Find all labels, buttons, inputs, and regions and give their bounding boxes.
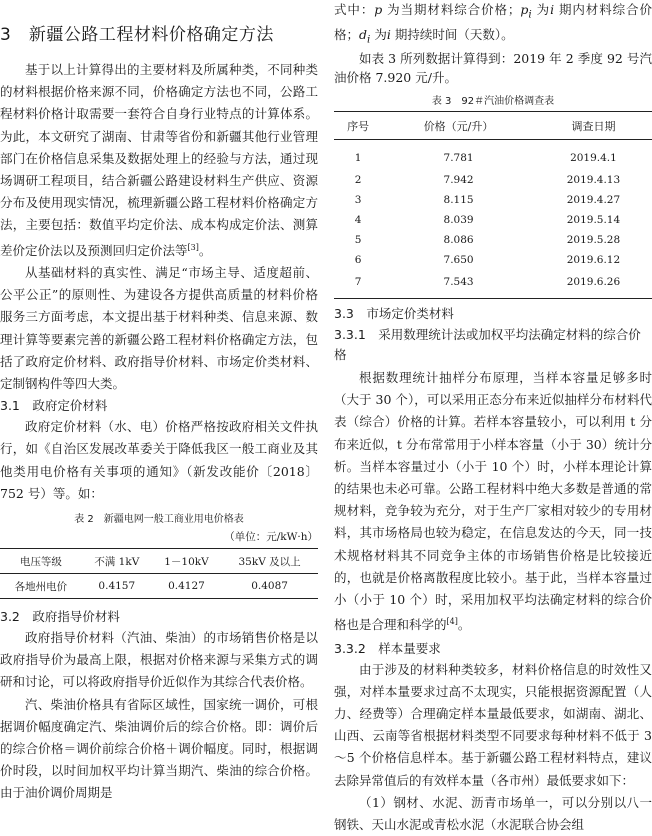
table-header-row xyxy=(0,549,318,574)
table-header-cell: 调查日期 xyxy=(535,112,652,140)
table-header-cell: 价格（元/升） xyxy=(382,112,535,140)
formula-explanation xyxy=(334,0,652,49)
paragraph-statistics-end: 。 xyxy=(457,617,471,633)
table-cell: 7.543 xyxy=(443,276,474,288)
subsection-3-3-2-title: 3.3.2 样本量要求 xyxy=(334,640,441,656)
table-cell: 2 xyxy=(354,174,362,186)
table-header-cell: 序号 xyxy=(334,112,382,140)
formula-subscript: i xyxy=(367,33,371,45)
table-cell: 4 xyxy=(354,214,362,226)
formula-text: 式中： xyxy=(334,2,375,17)
paragraph-intro xyxy=(0,59,318,262)
table-cell: 2019.5.28 xyxy=(566,234,621,246)
formula-variable: p xyxy=(374,2,383,17)
table3-caption: 表 3 92＃汽油价格调查表 xyxy=(431,96,555,107)
paragraph-fuel-price: 汽、柴油价格具有省际区域性，国家统一调价，可根据调价幅度确定汽、柴油调价后的综合价格。即：调价后的综合价格＝调价前综合价格＋调价幅度。同时，根据调价时段，以时间加权平均计算当期汽、柴油的综合价格。由于油价调价周期是 xyxy=(0,696,318,801)
table-cell: 8.115 xyxy=(443,194,474,206)
paragraph-intro-end: 。 xyxy=(198,242,212,258)
table-cell: 7.781 xyxy=(443,152,474,164)
table-row xyxy=(334,170,652,190)
table-header-cell: 不满 1kV xyxy=(82,549,152,574)
table-header-cell: 电压等级 xyxy=(0,549,82,574)
formula-text: 期持续时间（天数）。 xyxy=(390,26,514,42)
formula-variable: p xyxy=(520,2,529,17)
table-row xyxy=(334,270,652,299)
paragraph-government-price: 政府定价材料（水、电）价格严格按政府相关文件执行，如《自治区发展改革委关于降低我区一般工商业及其他类用电价格有关事项的通知》（新发改能价〔2018〕752 号）等。如： xyxy=(0,419,318,501)
formula-text: 期内材料综合价格； xyxy=(334,2,652,42)
table-cell: 2019.4.1 xyxy=(570,152,617,164)
table-cell: 8.039 xyxy=(443,214,474,226)
table-cell: 6 xyxy=(354,254,362,266)
paragraph-intro-text: 基于以上计算得出的主要材料及所属种类，不同种类的材料根据价格来源不同，价格确定方法也不同，公路工程材料价格计取需要一套符合自身行业特点的计算体系。为此，本文研究了湖南、甘肃等省份和新疆其他行业管理部门在价格信息采集及数据处理上的经验与方法，通过现场调研工程项目，结合新疆公路建设材料生产供应、资源分布及使用现实情况，梳理新疆公路工程材料价格确定方法，主要包括：数值平均定价法、成本构成定价法、测算差价定价法以及预测回归定价法等 xyxy=(0,62,318,258)
table-header-cell: 35kV 及以上 xyxy=(221,549,318,574)
citation-3: [3] xyxy=(187,242,199,252)
paragraph-calc-result: 如表 3 所列数据计算得到：2019 年 2 季度 92 号汽油价格 7.920 元/升。 xyxy=(334,51,652,85)
table2-unit: （单位：元/kW·h） xyxy=(224,531,318,544)
table-cell: 3 xyxy=(354,194,362,206)
gasoline-price-table xyxy=(334,111,652,299)
subsection-3-1-title: 3.1 政府定价材料 xyxy=(0,398,108,414)
table-cell: 7.650 xyxy=(443,254,474,266)
table-row xyxy=(334,140,652,171)
table-row xyxy=(334,250,652,270)
table-row xyxy=(334,230,652,250)
table-cell: 0.4127 xyxy=(168,580,205,593)
electricity-price-table xyxy=(0,548,318,599)
subsection-3-3-title: 3.3 市场定价类材料 xyxy=(334,306,454,321)
subsection-3-3-1-title: 3.3.1 采用数理统计法或加权平均法确定材料的综合价格 xyxy=(334,327,641,362)
table-cell: 0.4157 xyxy=(98,580,136,593)
left-column xyxy=(0,0,318,805)
table-cell: 1 xyxy=(354,152,362,164)
paragraph-guided-price: 政府指导价材料（汽油、柴油）的市场销售价格是以政府指导价为最高上限，根据对价格来源与采集方式的调研和讨论，可以将政府指导价近似作为其综合代表价格。 xyxy=(0,630,318,690)
table-header-row xyxy=(334,112,652,140)
table2-caption: 表 2 新疆电网一般工商业用电价格表 xyxy=(74,514,244,526)
paragraph-sample-size: 由于涉及的材料种类较多，材料价格信息的时效性又强，对样本量要求过高不太现实，只能根据资源配置（人力、经费等）合理确定样本量最低要求，如湖南、湖北、山西、云南等省根据材料类型不同要求每种材料不低于 3～5 个价格信息样本。基于新疆公路工程材料特点，建议去除异常值后的有效样本量（各市州）最低要求如下： xyxy=(334,661,652,788)
table-header-cell: 1－10kV xyxy=(152,549,221,574)
table-row xyxy=(334,190,652,210)
section-title: 3 新疆公路工程材料价格确定方法 xyxy=(0,25,274,45)
citation-4: [4] xyxy=(446,617,458,627)
table-cell: 8.086 xyxy=(443,234,474,246)
paragraph-statistics-text: 根据数理统计抽样分布原理，当样本容量足够多时（大于 30 个），可以采用正态分布来近似抽样分布材料代表（综合）价格的计算。若样本容量较小，可以利用 t 分布来近似，t 分布常常用于小样本容量（小于 30）统计分析。当样本容量过小（小于 10 个）时，小样本理论计算的结果也未必可靠。公路工程材料中绝大多数是普通的常规材料，竞争较为充分，对于生产厂家相对较少的专用材料，其市场格局也较为稳定，在信息发达的今天，同一技术规格材料其不同竞争主体的市场销售价格是比较接近的，也就是价格离散程度比较小。基于此，当样本容量过小（小于 10 个）时，采用加权平均法确定材料的综合价格也是合理和科学的 xyxy=(334,370,652,633)
paragraph-item-1: （1）钢材、水泥、沥青市场单一，可以分别以八一钢铁、天山水泥或青松水泥（水泥联合协会组 xyxy=(334,794,652,833)
formula-subscript: i xyxy=(528,8,532,21)
table-cell: 2019.6.26 xyxy=(566,276,621,288)
table-row xyxy=(334,210,652,230)
paragraph-method-overview: 从基础材料的真实性、满足“市场主导、适度超前、公平公正”的原则性、为建设各方提供高质量的材料价格服务三方面考虑，本文提出基于材料种类、信息来源、数理计算等要素完善的新疆公路工程材料价格确定方法，包括了政府定价材料、政府指导价材料、市场定价类材料、定制钢构件等四大类。 xyxy=(0,264,318,391)
table-cell: 2019.5.14 xyxy=(566,214,621,226)
formula-text: 为 xyxy=(370,26,387,42)
formula-variable: i xyxy=(550,2,555,17)
formula-variable: i xyxy=(386,26,391,42)
formula-text: 为当期材料综合价格； xyxy=(382,2,521,17)
formula-variable: d xyxy=(359,26,368,42)
table-cell: 2019.4.13 xyxy=(566,174,621,186)
paragraph-statistics xyxy=(334,367,652,637)
table-cell: 各地州电价 xyxy=(14,580,68,593)
table-cell: 5 xyxy=(354,234,362,246)
table-cell: 2019.6.12 xyxy=(566,254,621,266)
table-cell: 2019.4.27 xyxy=(566,194,621,206)
formula-text: 为 xyxy=(531,2,551,17)
table-cell: 7 xyxy=(354,276,362,288)
table-row xyxy=(0,574,318,599)
subsection-3-2-title: 3.2 政府指导价材料 xyxy=(0,609,120,625)
table-cell: 7.942 xyxy=(443,174,474,186)
table-cell: 0.4087 xyxy=(251,580,288,593)
right-column xyxy=(334,0,652,836)
